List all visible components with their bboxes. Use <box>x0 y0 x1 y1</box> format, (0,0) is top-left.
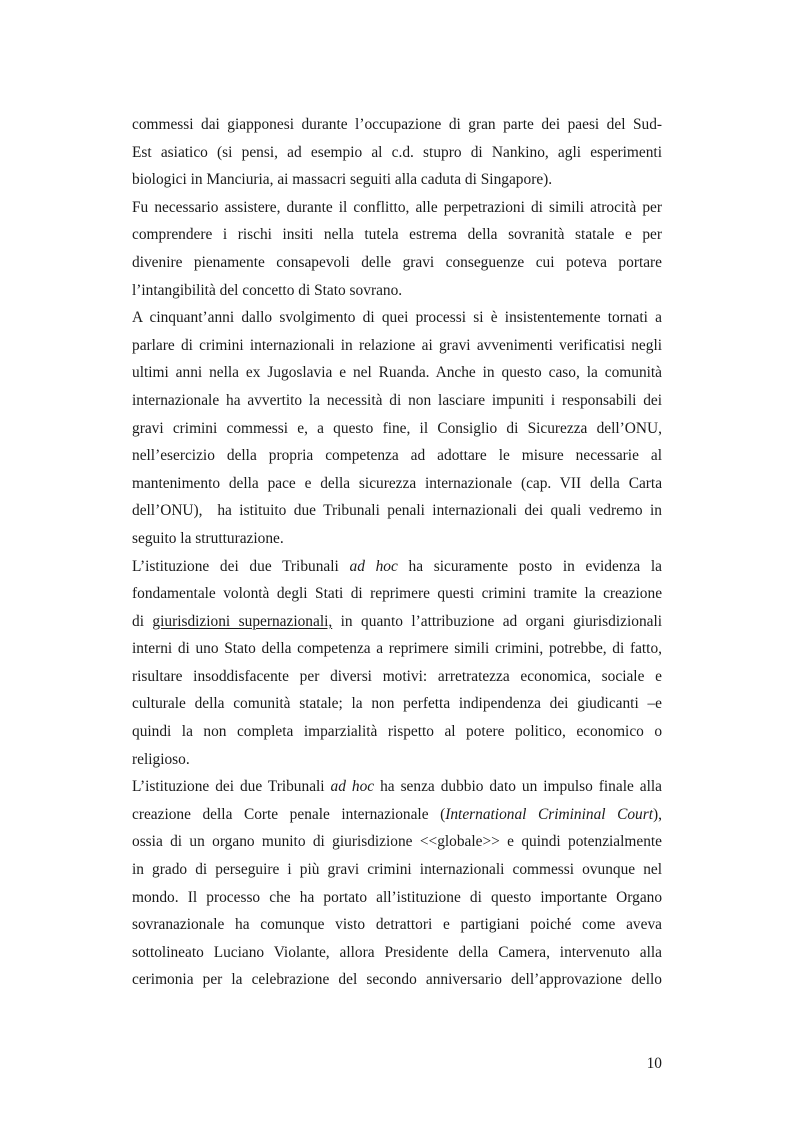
text-run: L’istituzione dei due Tribunali <box>132 557 350 575</box>
underlined-text: giurisdizioni supernazionali, <box>152 612 333 630</box>
text-run: mondo. Il processo che ha portato all’istituzione di questo importante Organo <box>132 888 663 906</box>
text-run: ha senza dubbio dato un impulso finale alla <box>374 778 662 796</box>
text-line <box>132 690 662 718</box>
text-run: di <box>132 612 153 630</box>
text-run: divenire pienamente consapevoli delle gravi conseguenze cui poteva portare <box>132 253 663 271</box>
text-run: nell’esercizio della propria competenza ad adottare le misure necessarie al <box>132 447 662 465</box>
text-run: biologici in Manciuria, ai massacri seguiti alla caduta di Singapore). <box>132 171 553 189</box>
text-run: fondamentale volontà degli Stati di reprimere questi crimini tramite la creazione <box>132 585 663 603</box>
text-line <box>132 111 662 139</box>
text-line <box>132 442 662 470</box>
text-run: sovranazionale ha comunque visto detrattori e partigiani poiché come aveva <box>132 916 662 934</box>
text-line <box>132 497 662 525</box>
text-run: mantenimento della pace e della sicurezza internazionale (cap. VII della Carta <box>132 474 663 492</box>
text-line <box>132 194 662 222</box>
text-run: interni di uno Stato della competenza a reprimere simili crimini, potrebbe, di fatto, <box>132 640 663 658</box>
text-run: ha sicuramente posto in evidenza la <box>397 557 662 575</box>
text-line <box>132 277 662 305</box>
text-line <box>132 801 662 829</box>
paragraph <box>132 553 662 774</box>
page-number: 10 <box>646 1055 662 1072</box>
text-line <box>132 828 662 856</box>
text-run: risultare insoddisfacente per diversi motivi: arretratezza economica, sociale e <box>132 667 662 685</box>
text-run: culturale della comunità statale; la non perfetta indipendenza dei giudicanti –e <box>132 695 662 713</box>
text-run: sottolineato Luciano Violante, allora Presidente della Camera, intervenuto alla <box>132 943 662 961</box>
text-line <box>132 332 662 360</box>
text-line <box>132 856 662 884</box>
text-line <box>132 746 662 774</box>
italic-text: ad hoc <box>330 778 375 796</box>
text-run: commessi dai giapponesi durante l’occupazione di gran parte dei paesi del Sud- <box>132 116 663 133</box>
text-line <box>132 221 662 249</box>
italic-text: ad hoc <box>349 557 398 575</box>
text-line <box>132 415 662 443</box>
text-run: dell’ONU), ha istituito due Tribunali penali internazionali dei quali vedremo in <box>132 502 662 520</box>
text-run: comprendere i rischi insiti nella tutela estrema della sovranità statale e per <box>132 226 663 244</box>
text-run: parlare di crimini internazionali in relazione ai gravi avvenimenti verificatisi negli <box>132 336 662 354</box>
text-run: Est asiatico (si pensi, ad esempio al c.d. stupro di Nankino, agli esperimenti <box>132 143 662 161</box>
paragraph <box>132 773 662 994</box>
text-line <box>132 663 662 691</box>
text-line <box>132 635 662 663</box>
text-line <box>132 580 662 608</box>
text-run: A cinquant’anni dallo svolgimento di quei processi si è insistentemente tornati a <box>132 309 663 327</box>
text-run: Fu necessario assistere, durante il conflitto, alle perpetrazioni di simili atrocità per <box>132 198 663 216</box>
text-run: ultimi anni nella ex Jugoslavia e nel Ruanda. Anche in questo caso, la comunità <box>132 364 663 382</box>
text-line <box>132 166 662 194</box>
text-run: internazionale ha avvertito la necessità di non lasciare impuniti i responsabili dei <box>132 391 663 409</box>
text-run: in quanto l’attribuzione ad organi giurisdizionali <box>332 612 663 630</box>
text-run: in grado di perseguire i più gravi crimini internazionali commessi ovunque nel <box>132 861 663 879</box>
text-line <box>132 553 662 581</box>
text-line <box>132 359 662 387</box>
text-line <box>132 939 662 967</box>
text-line <box>132 911 662 939</box>
text-line <box>132 608 662 636</box>
italic-text: International Crimininal Court <box>445 805 654 823</box>
text-run: L’istituzione dei due Tribunali <box>132 778 331 796</box>
text-line <box>132 718 662 746</box>
text-line <box>132 249 662 277</box>
text-line <box>132 884 662 912</box>
text-run: quindi la non completa imparzialità rispetto al potere politico, economico o <box>132 723 663 741</box>
text-run: ossia di un organo munito di giurisdizione <<globale>> e quindi potenzialmente <box>132 833 663 851</box>
text-line <box>132 773 662 801</box>
paragraph <box>132 304 662 552</box>
text-line <box>132 139 662 167</box>
text-run: l’intangibilità del concetto di Stato sovrano. <box>132 281 403 299</box>
body-text <box>132 111 662 994</box>
text-line <box>132 304 662 332</box>
text-run: religioso. <box>132 750 190 768</box>
text-run: ), <box>653 805 662 823</box>
text-run: seguito la strutturazione. <box>132 529 284 547</box>
text-line <box>132 387 662 415</box>
paragraph <box>132 194 662 304</box>
paragraph <box>132 111 662 194</box>
text-line <box>132 966 662 994</box>
text-line <box>132 525 662 553</box>
text-run: gravi crimini commessi e, a questo fine, il Consiglio di Sicurezza dell’ONU, <box>132 419 662 437</box>
text-run: cerimonia per la celebrazione del secondo anniversario dell’approvazione dello <box>132 971 662 989</box>
text-line <box>132 470 662 498</box>
text-run: creazione della Corte penale internazionale ( <box>132 805 446 823</box>
